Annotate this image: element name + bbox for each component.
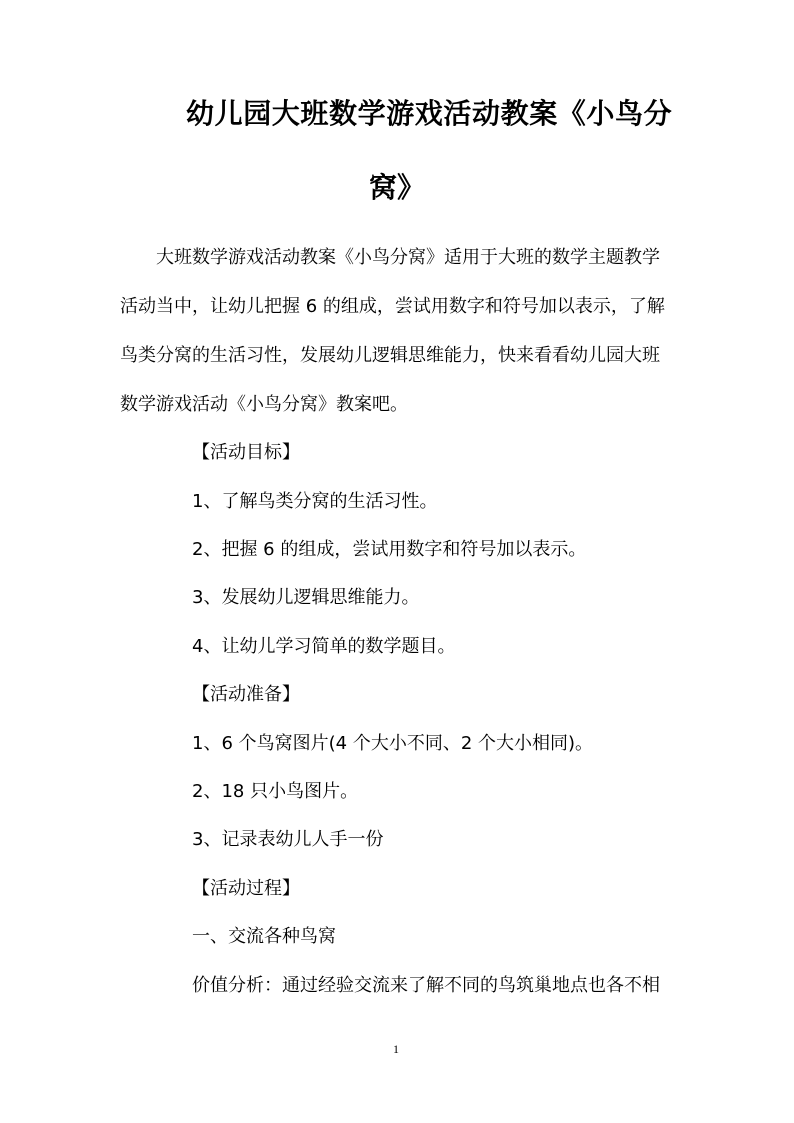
goal-item: 2、把握 6 的组成，尝试用数字和符号加以表示。 bbox=[192, 539, 587, 560]
document-title-line-1: 幼儿园大班数学游戏活动教案《小鸟分 bbox=[186, 97, 673, 130]
page-number: 1 bbox=[393, 1042, 399, 1056]
intro-line: 大班数学游戏活动教案《小鸟分窝》适用于大班的数学主题教学 bbox=[156, 247, 660, 268]
process-item: 一、交流各种鸟窝 bbox=[192, 926, 336, 947]
prep-item: 1、6 个鸟窝图片(4 个大小不同、2 个大小相同)。 bbox=[192, 733, 594, 754]
intro-line: 鸟类分窝的生活习性，发展幼儿逻辑思维能力，快来看看幼儿园大班 bbox=[120, 345, 660, 366]
intro-line: 数学游戏活动《小鸟分窝》教案吧。 bbox=[120, 394, 408, 415]
goal-item: 4、让幼儿学习简单的数学题目。 bbox=[192, 636, 456, 657]
document-title-line-2: 窝》 bbox=[369, 171, 426, 204]
section-heading-process: 【活动过程】 bbox=[192, 878, 300, 899]
section-heading-prep: 【活动准备】 bbox=[192, 684, 300, 705]
process-item: 价值分析：通过经验交流来了解不同的鸟筑巢地点也各不相 bbox=[192, 975, 660, 996]
prep-item: 3、记录表幼儿人手一份 bbox=[192, 829, 384, 850]
goal-item: 1、了解鸟类分窝的生活习性。 bbox=[192, 491, 438, 512]
prep-item: 2、18 只小鸟图片。 bbox=[192, 781, 359, 802]
goal-item: 3、发展幼儿逻辑思维能力。 bbox=[192, 587, 420, 608]
section-heading-goals: 【活动目标】 bbox=[192, 442, 300, 463]
intro-line: 活动当中，让幼儿把握 6 的组成，尝试用数字和符号加以表示，了解 bbox=[120, 296, 665, 317]
